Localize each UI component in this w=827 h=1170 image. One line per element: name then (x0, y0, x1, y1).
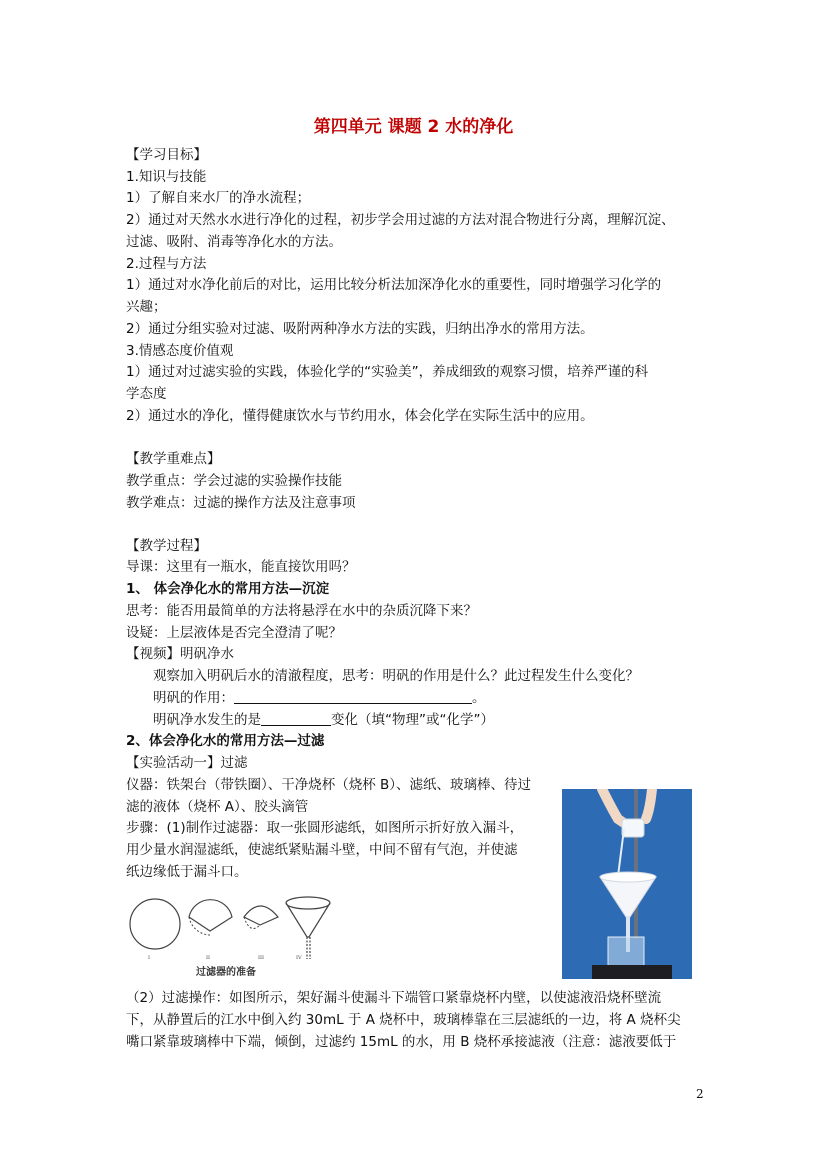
process-item-1a: 1）通过对水净化前后的对比，运用比较分析法加深净化水的重要性，同时增强学习化学的 (126, 277, 662, 293)
process-item-1b: 兴趣； (126, 299, 167, 315)
teaching-focus: 教学重点：学会过滤的实验操作技能 (126, 473, 342, 489)
funnel-rim (286, 897, 330, 909)
intro-text: 导课：这里有一瓶水，能直接饮用吗？ (126, 559, 356, 575)
knowledge-item-2b: 过滤、吸附、消毒等净化水的方法。 (126, 234, 342, 250)
process-method-heading: 2.过程与方法 (126, 256, 207, 272)
keypoints-heading: 【教学重难点】 (126, 451, 221, 467)
beaker-b (608, 937, 644, 967)
diagram-label: IV (296, 955, 302, 961)
emotion-item-2: 2）通过水的净化，懂得健康饮水与节约用水，体会化学在实际生活中的应用。 (126, 408, 594, 424)
emotion-heading: 3.情感态度价值观 (126, 343, 234, 359)
knowledge-item-1: 1）了解自来水厂的净水流程； (126, 190, 311, 206)
answer-blank (261, 711, 331, 726)
diagram-label: I (148, 955, 150, 961)
emotion-item-1a: 1）通过对过滤实验的实践，体验化学的“实验美”，养成细致的观察习惯，培养严谨的科 (126, 364, 649, 380)
alum-role-label: 明矾的作用： (153, 690, 234, 706)
funnel-rim (600, 872, 656, 882)
page-title: 第四单元 课题 2 水的净化 (313, 117, 514, 137)
alum-role-line (153, 688, 486, 709)
filter-folding-diagram (126, 887, 336, 982)
step-line-a: 步骤：(1)制作过滤器：取一张圆形滤纸，如图所示折好放入漏斗， (126, 820, 524, 836)
think-text: 思考：能否用最简单的方法将悬浮在水中的杂质沉降下来？ (126, 603, 477, 619)
page-number: 2 (696, 1087, 704, 1101)
process-item-2: 2）通过分组实验对过滤、吸附两种净水方法的实践，归纳出净水的常用方法。 (126, 321, 594, 337)
section-2-heading: 2、体会净化水的常用方法—过滤 (126, 733, 325, 749)
activity-label: 【实验活动一】过滤 (126, 755, 248, 771)
objectives-heading: 【学习目标】 (126, 147, 207, 163)
diagram-caption: 过滤器的准备 (196, 967, 256, 978)
beaker-a (622, 819, 644, 837)
teaching-difficulty: 教学难点：过滤的操作方法及注意事项 (126, 495, 356, 511)
video-label: 【视频】明矾净水 (126, 646, 234, 662)
question-text: 设疑：上层液体是否完全澄清了呢？ (126, 625, 342, 641)
operation-line-a: （2）过滤操作：如图所示，架好漏斗使漏斗下端管口紧靠烧杯内壁，以使滤液沿烧杯壁流 (126, 990, 662, 1006)
operation-line-c: 嘴口紧靠玻璃棒中下端，倾倒，过滤约 15mL 的水，用 B 烧杯承接滤液（注意：滤液要低于 (126, 1034, 677, 1050)
funnel-cone (286, 903, 330, 937)
stand-rod (634, 789, 638, 939)
quarter-fold-shape (244, 906, 278, 925)
diagram-label: II (206, 955, 210, 961)
half-fold-shape (189, 900, 232, 931)
instruments-line-b: 滤的液体（烧杯 A）、胶头滴管 (126, 799, 309, 815)
alum-change-label: 明矾净水发生的是 (153, 712, 261, 728)
knowledge-item-2a: 2）通过对天然水水进行净化的过程，初步学会用过滤的方法对混合物进行分离，理解沉淀、 (126, 212, 675, 228)
filter-paper-circle (130, 899, 180, 949)
alum-change-line (153, 710, 494, 731)
alum-change-hint: 变化（填“物理”或“化学”） (331, 712, 494, 728)
section-1-heading: 1、 体会净化水的常用方法—沉淀 (126, 581, 330, 597)
knowledge-heading: 1.知识与技能 (126, 169, 207, 185)
emotion-item-1b: 学态度 (126, 386, 167, 402)
observe-text: 观察加入明矾后水的清澈程度，思考：明矾的作用是什么？此过程发生什么变化？ (153, 668, 639, 684)
alum-role-end: 。 (472, 690, 486, 706)
step-line-b: 用少量水润湿滤纸，使滤纸紧贴漏斗壁，中间不留有气泡，并使滤 (126, 842, 518, 858)
filtration-photo (562, 789, 692, 979)
funnel-stem (307, 937, 310, 959)
diagram-label: III (258, 955, 264, 961)
step-line-c: 纸边缘低于漏斗口。 (126, 864, 248, 880)
instruments-line-a: 仪器：铁架台（带铁圈）、干净烧杯（烧杯 B）、滤纸、玻璃棒、待过 (126, 777, 532, 793)
operation-line-b: 下，从静置后的江水中倒入约 30mL 于 A 烧杯中，玻璃棒靠在三层滤纸的一边，将 A 烧杯尖 (126, 1012, 681, 1028)
answer-blank (234, 689, 472, 704)
hand (646, 789, 652, 819)
process-heading: 【教学过程】 (126, 538, 207, 554)
stand-base (592, 965, 672, 979)
